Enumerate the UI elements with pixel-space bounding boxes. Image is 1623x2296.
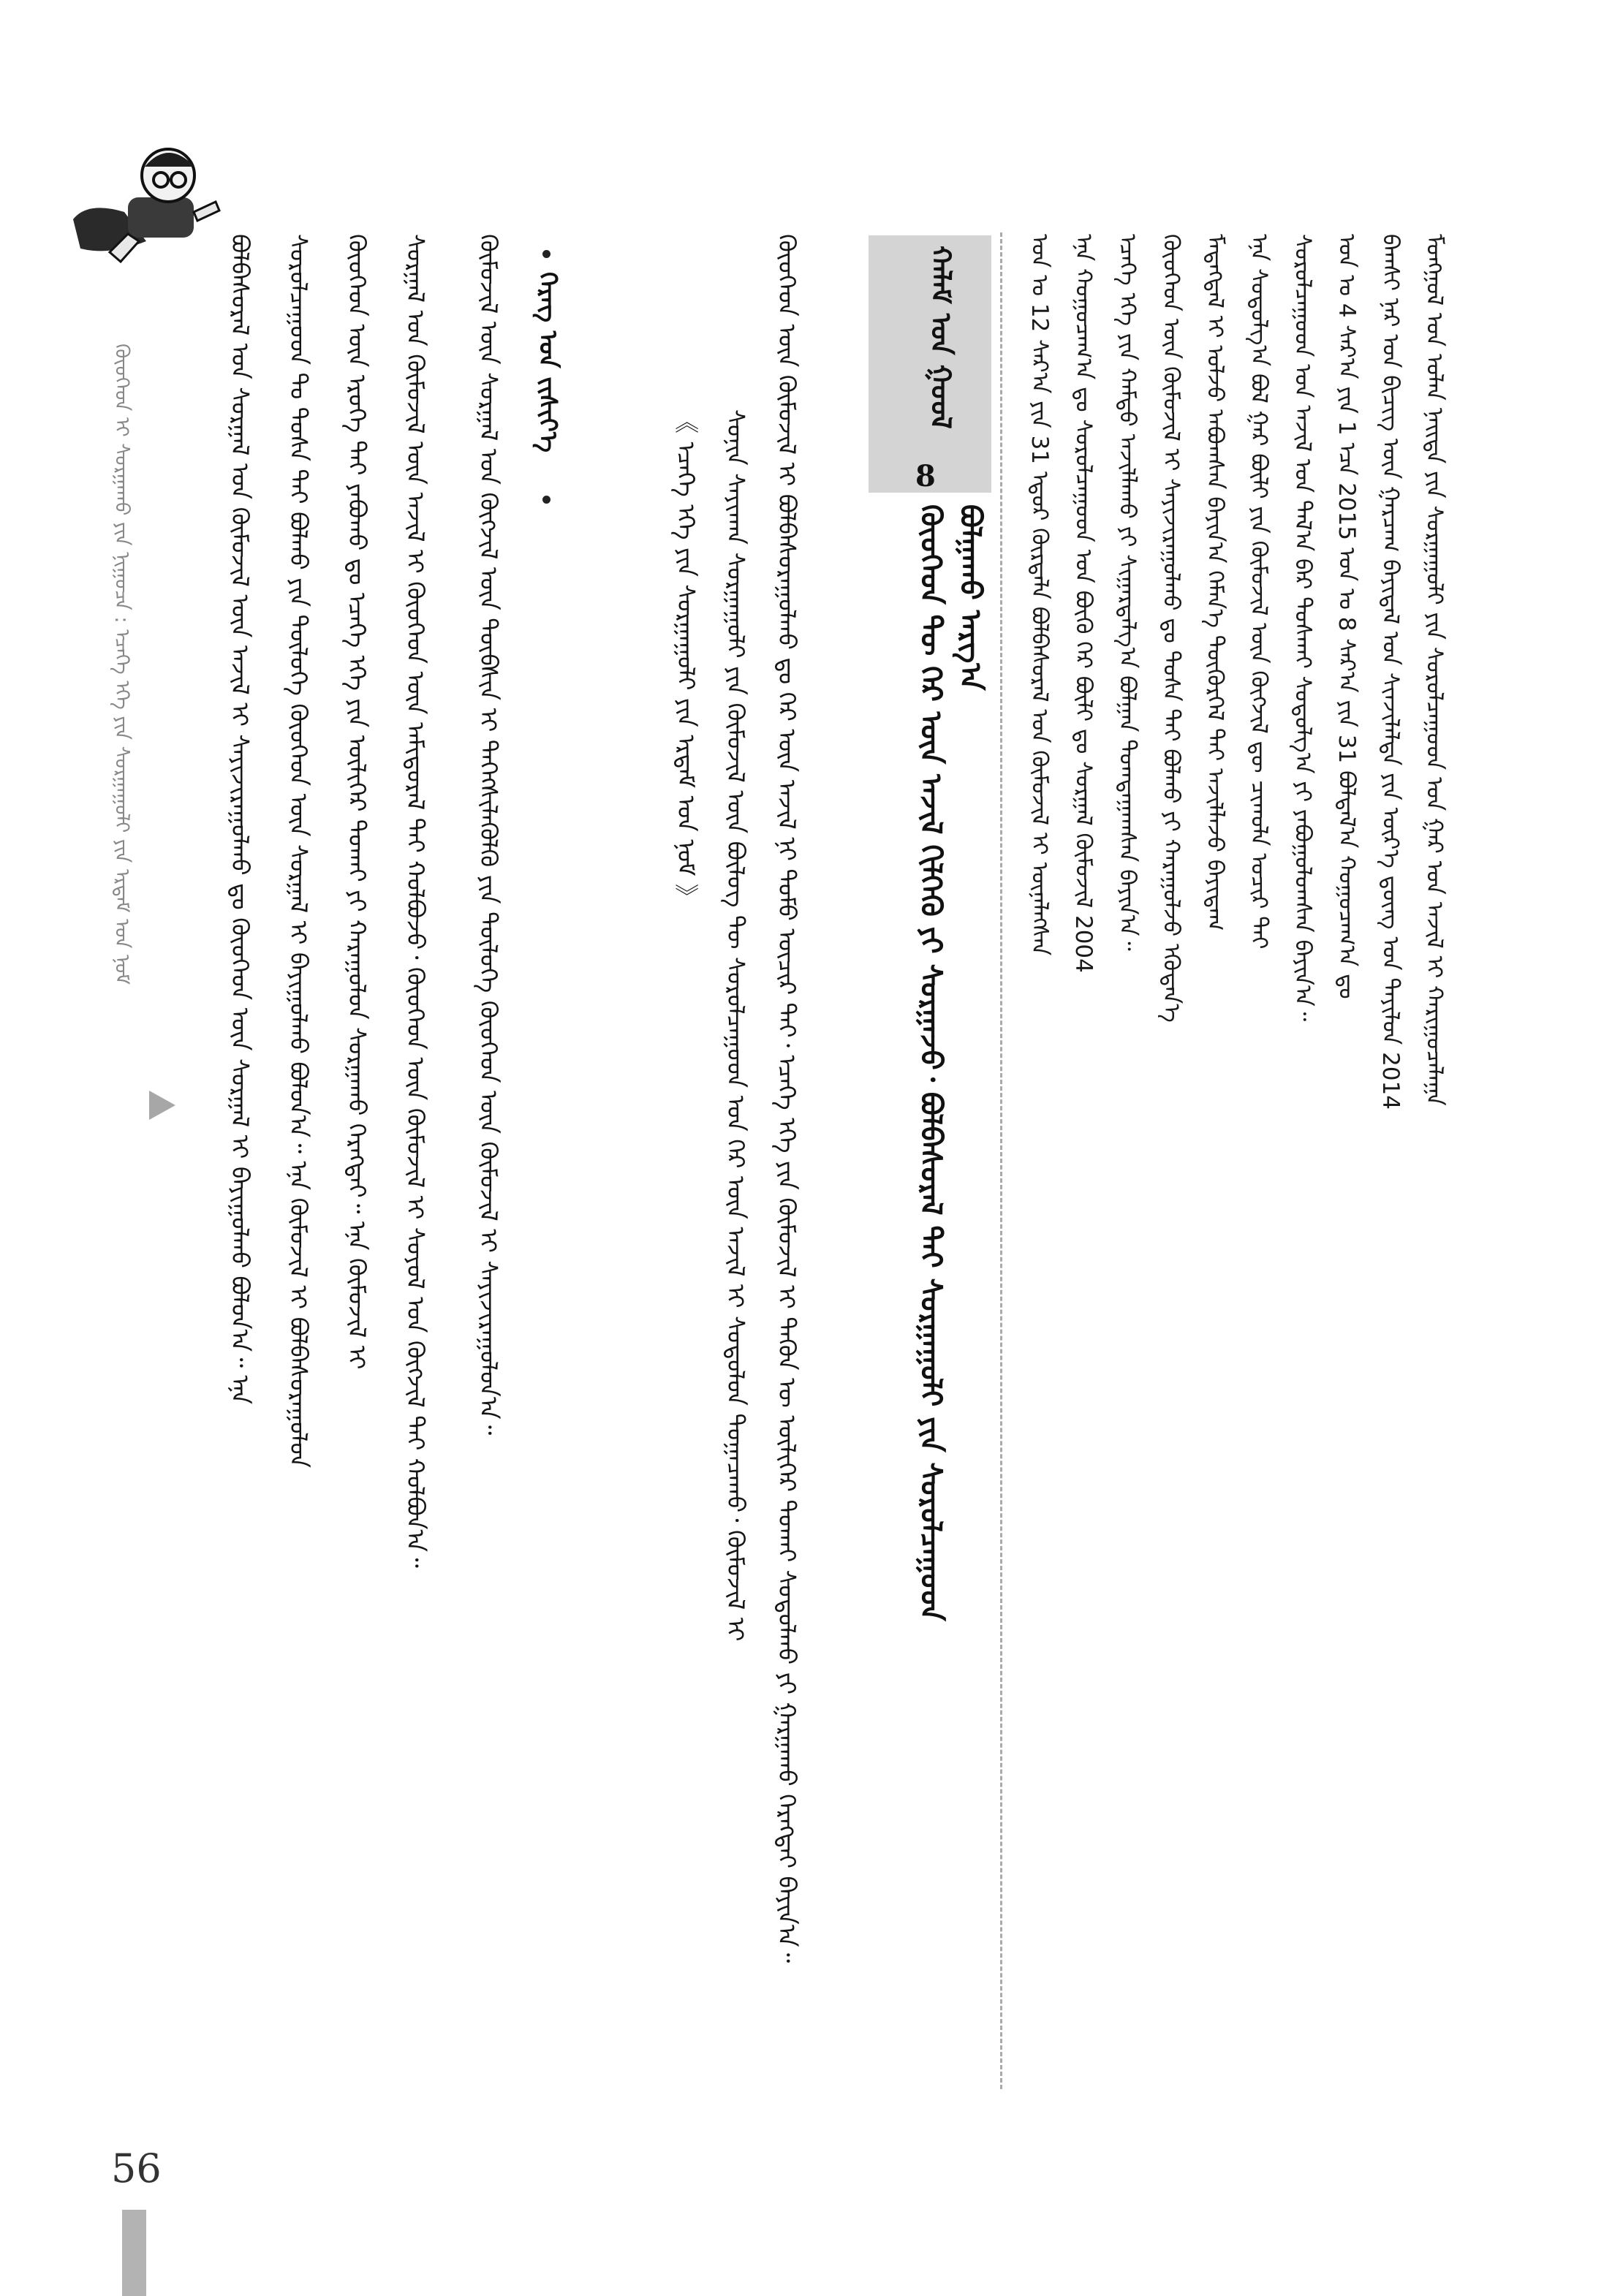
triangle-marker-icon bbox=[149, 1091, 175, 1120]
section-line-3: ᠬᠦᠦᠬᠡᠳ ᠦᠨ ᠡᠷᠦᠬᠡ ᠲᠠᠢ ᠶᠠᠪᠤᠬᠤ ᠳᠤ ᠡᠴᠡᠭᠡ ᠡᠬᠡ ᠶᠢᠨ ᠦᠯᠢᠭᠡᠷ ᠲᠤᠬᠠᠢ ᠶᠢ ᠬᠠᠷᠠᠭᠤᠯᠤᠨ ᠰᠤᠷᠭᠠᠬᠤ ᠬᠡᠷᠡᠭᠲᠡᠢ᠃ ᠡᠨᠡ ᠬᠦᠮᠦᠵᠢᠯ ᠢ bbox=[343, 234, 371, 1370]
header-title-line-2: ᠪᠣᠯᠭᠠᠬᠤ ᠠᠷᠭ᠎ᠠ bbox=[953, 504, 987, 691]
bullet-bottom bbox=[542, 496, 551, 504]
section-heading: ᠬᠡᠷᠡᠭ ᠤᠨ ᠵᠢᠱᠢᠶ᠎ᠡ bbox=[533, 272, 562, 452]
bullet-top bbox=[542, 250, 551, 258]
top-line-1: ᠮᠣᠩᠭᠣᠯ ᠤᠨ ᠣᠯᠠᠨ ᠨᠡᠢᠲᠡ ᠶᠢᠨ ᠰᠤᠷᠭᠠᠭᠤᠯᠢ ᠶᠢᠨ ᠰᠤᠷᠤᠯᠴᠠᠭᠤᠳ ᠤᠨ ᠭᠠᠷ ᠤᠨ ᠠᠵᠢᠯ ᠢ ᠬᠠᠷᠢᠭᠤᠴᠠᠯᠠᠭᠠ bbox=[1421, 234, 1448, 1106]
mascot-illustration bbox=[58, 132, 227, 278]
top-line-2: ᠪᠠᠭᠰᠢ ᠨᠠᠷ ᠤᠨ ᠪᠢᠴᠢᠭ᠌ ᠦᠨ ᠭᠠᠷᠴᠠᠭ ᠪᠠᠶᠢᠳᠠᠯ ᠤᠨ ᠰᠢᠨᠵᠢᠯᠡᠯᠲᠡ ᠶᠢᠨ ᠦᠷ᠎ᠡ ᠳ᠋ᠦᠩ ᠤᠨ ᠲᠠᠶᠢᠯᠤᠨ 2014 bbox=[1377, 234, 1404, 1110]
page-number: 56 bbox=[111, 2145, 162, 2191]
running-head: ᠬᠦᠦᠬᠡᠳ ᠢ ᠰᠤᠷᠭᠠᠬᠤ ᠶᠢᠨ ᠨᠢᠭᠤᠴᠠ : ᠡᠴᠡᠭᠡ ᠡᠬᠡ ᠶᠢᠨ ᠰᠤᠷᠭᠠᠭᠤᠯᠢ ᠶᠢᠨ ᠡᠷᠳᠡᠮ ᠤᠨ ᠨᠣᠮ bbox=[110, 344, 133, 985]
intro-line-2: ᠰᠣᠨᠢᠨ ᠰᠠᠶᠢᠬᠠᠨ ᠰᠤᠷᠭᠠᠭᠤᠯᠢ ᠶᠢᠨ ᠬᠦᠮᠦᠵᠢᠯ ᠦᠨ ᠪᠦᠯᠦᠭ ᠲᠦ ᠰᠤᠷᠤᠯᠴᠠᠭᠤᠳ ᠤᠨ ᠭᠡᠷ ᠦᠨ ᠠᠵᠢᠯ ᠢ ᠰᠤᠳᠤᠯᠤᠨ ᠲᠣᠭᠠᠴᠠᠬᠤ᠂ ᠬᠦᠮᠦᠵᠢᠯ ᠢ bbox=[722, 409, 750, 1642]
top-line-10: ᠣᠨ ᠤ 12 ᠰᠠᠷ᠎ᠠ ᠶᠢᠨ 31 ᠡᠳᠦᠷ ᠬᠦᠷᠲᠡᠯᠡ ᠪᠣᠯᠪᠠᠰᠤᠷᠠᠯ ᠤᠨ ᠬᠦᠮᠦᠵᠢᠯ ᠢ ᠦᠨᠡᠯᠡᠭᠰᠡᠨ bbox=[1026, 234, 1053, 956]
top-line-6: ᠮᠡᠳᠡᠭᠳᠡᠯ ᠢ ᠣᠯᠵᠤ ᠠᠪᠤᠭᠰᠠᠨ ᠪᠠᠶᠢᠨ᠎ᠠ ᠬᠡᠮᠡᠨ᠎ᠡ ᠳᠦᠭᠦᠷᠭᠡᠯ ᠲᠠᠢ ᠠᠵᠢᠯᠯᠠᠵᠤ ᠪᠠᠶᠢᠳᠠᠭ bbox=[1202, 234, 1228, 931]
top-line-7: ᠬᠦᠦᠬᠡᠳ ᠦᠨ ᠬᠦᠮᠦᠵᠢᠯ ᠢ ᠰᠠᠶᠢᠵᠢᠷᠠᠭᠤᠯᠬᠤ ᠳᠤ ᠲᠤᠰᠠ ᠲᠠᠢ ᠪᠣᠯᠬᠤ ᠶᠢ ᠬᠠᠷᠠᠭᠤᠯᠵᠤ ᠡᠭᠦᠳᠡᠨ᠎ᠡ bbox=[1158, 234, 1184, 1023]
intro-line-1: ᠬᠦᠦᠬᠡᠳ ᠦᠨ ᠬᠦᠮᠦᠵᠢᠯ ᠢ ᠪᠣᠯᠪᠠᠰᠤᠷᠠᠭᠤᠯᠬᠤ ᠳᠤ ᠭᠡᠷ ᠦᠨ ᠠᠵᠢᠯ ᠨᠢ ᠲᠣᠮᠤ ᠦᠴᠢᠷ ᠲᠠᠢ᠂ ᠡᠴᠡᠭᠡ ᠡᠬᠡ ᠶᠢᠨ ᠬᠦᠮᠦᠵᠢᠯ ᠢ ᠲᠡᠬᠦᠨ ᠦ ᠦᠯᠢᠭᠡᠷ ᠲᠤᠬᠠᠢ ᠰᠤᠳᠤᠯᠬᠤ ᠶᠢ ᠭᠠᠷᠭᠠᠬᠤ ᠬᠡᠷᠡᠭᠲᠡᠢ ᠪᠠᠶᠢᠨ᠎ᠠ᠃ bbox=[773, 234, 801, 1963]
top-line-3: ᠣᠨ ᠤ 4 ᠰᠠᠷ᠎ᠠ ᠶᠢᠨ 1 ᠡᠴᠡ 2015 ᠣᠨ ᠤ 8 ᠰᠠᠷ᠎ᠠ ᠶᠢᠨ 31 ᠪᠣᠯᠲᠠᠯ᠎ᠠ ᠬᠤᠭᠤᠴᠠᠭ᠎ᠠ ᠳᠤ bbox=[1333, 234, 1360, 999]
intro-quote: 《 ᠡᠴᠡᠭᠡ ᠡᠬᠡ ᠶᠢᠨ ᠰᠤᠷᠭᠠᠭᠤᠯᠢ ᠶᠢᠨ ᠡᠷᠳᠡᠮ ᠤᠨ ᠨᠣᠮ 》 bbox=[672, 409, 700, 909]
header-box-title: ᠬᠠᠯᠠᠮ ᠤᠨ ᠭᠣᠣᠯ bbox=[925, 246, 957, 429]
page-tab-bar bbox=[122, 2210, 146, 2296]
header-number: 8 bbox=[915, 459, 936, 493]
section-line-1: ᠬᠦᠮᠦᠵᠢᠯ ᠦᠨ ᠰᠤᠷᠭᠠᠯ ᠤᠨ ᠬᠥᠭᠵᠢᠯ ᠦᠨ ᠲᠦᠪᠰᠢᠨ ᠢ ᠳᠡᠭᠡᠭᠰᠢᠯᠡᠭᠦᠯᠬᠦ ᠶᠢᠨ ᠲᠥᠯᠥᠭᠡ ᠬᠦᠦᠬᠡᠳ ᠦᠨ ᠬᠥᠮᠦᠵᠢᠯ ᠢ ᠰᠠᠶᠢᠵᠢᠷᠠᠭᠤᠯᠤᠨ᠎ᠠ᠃ bbox=[474, 234, 503, 1436]
section-line-4: ᠰᠤᠷᠤᠯᠴᠠᠭᠤᠳ ᠲᠤ ᠲᠤᠰᠠ ᠲᠠᠢ ᠪᠣᠯᠬᠤ ᠶᠢᠨ ᠲᠥᠯᠥᠭᠡ ᠬᠦᠦᠬᠡᠳ ᠦᠨ ᠰᠤᠷᠭᠠᠯ ᠢ ᠪᠠᠶᠢᠭᠤᠯᠬᠤ ᠪᠣᠯᠤᠨ᠎ᠠ᠃ ᠡᠨᠡ ᠬᠦᠮᠦᠵᠢᠯ ᠢ ᠪᠣᠯᠪᠠᠰᠤᠷᠠᠭᠤᠯᠤᠨ bbox=[284, 234, 313, 1469]
top-line-5: ᠡᠨᠡ ᠰᠤᠳᠤᠯᠭ᠎ᠠ ᠪᠣᠯ ᠭᠠᠷ ᠪᠦᠯᠢ ᠶᠢᠨ ᠬᠦᠮᠦᠵᠢᠯ ᠦᠨ ᠬᠥᠭᠵᠢᠯ ᠳᠦ ᠴᠢᠬᠤᠯᠠ ᠤᠴᠢᠷ ᠲᠠᠢ bbox=[1246, 234, 1272, 950]
section-line-5: ᠪᠣᠯᠪᠠᠰᠤᠷᠠᠯ ᠤᠨ ᠰᠤᠷᠭᠠᠯ ᠤᠨ ᠬᠦᠮᠦᠵᠢᠯ ᠦᠨ ᠠᠵᠢᠯ ᠢ ᠰᠠᠶᠢᠵᠢᠷᠠᠭᠤᠯᠬᠤ ᠳᠤ ᠬᠦᠦᠬᠡᠳ ᠦᠨ ᠰᠤᠷᠭᠠᠯ ᠢ ᠪᠠᠶᠢᠭᠤᠯᠬᠤ ᠪᠣᠯᠤᠨ᠎ᠠ᠃ ᠡᠨᠡ bbox=[226, 234, 254, 1405]
top-line-8: ᠡᠴᠡᠭᠡ ᠡᠬᠡ ᠶᠢᠨ ᠬᠠᠮᠲᠤ ᠠᠵᠢᠯᠯᠠᠬᠤ ᠶᠢ ᠰᠢᠭᠠᠷᠳᠠᠯᠭ᠎ᠠ ᠪᠣᠯᠭᠠᠨ ᠲᠣᠭᠲᠠᠭᠠᠭᠰᠠᠨ ᠪᠠᠶᠢᠨ᠎ᠠ᠃ bbox=[1114, 234, 1140, 951]
top-line-9: ᠡᠨᠡ ᠬᠤᠭᠤᠴᠠᠭ᠎ᠠ ᠳᠤ ᠰᠤᠷᠤᠯᠴᠠᠭᠤᠳ ᠤᠨ ᠪᠦᠬᠦ ᠭᠡᠷ ᠪᠦᠯᠢ ᠳᠤ ᠰᠤᠷᠭᠠᠯ ᠬᠥᠮᠦᠵᠢᠯ 2004 bbox=[1070, 234, 1097, 973]
top-line-4: ᠰᠤᠷᠤᠯᠴᠠᠭᠤᠳ ᠤᠨ ᠠᠵᠢᠯ ᠤᠨ ᠲᠠᠯ᠎ᠠ ᠪᠠᠷ ᠲᠤᠰᠬᠠᠢ ᠰᠤᠳᠤᠯᠭ᠎ᠠ ᠶᠢ ᠶᠠᠪᠤᠭᠤᠯᠤᠭᠰᠠᠨ ᠪᠠᠶᠢᠨ᠎ᠠ᠃ bbox=[1290, 234, 1316, 1022]
header-title-line-1: ᠬᠦᠦᠬᠡᠳ ᠲᠦ ᠭᠡᠷ ᠦᠨ ᠠᠵᠢᠯ ᠬᠢᠯᠭᠡᠬᠦ ᠶᠢ ᠰᠤᠷᠭᠠᠵᠤ᠂ ᠪᠣᠯᠪᠠᠰᠤᠷᠠᠯ ᠲᠠᠢ ᠰᠤᠷᠭᠠᠭᠤᠯᠢ ᠶᠢᠨ ᠰᠤᠷᠤᠯᠴᠠᠭᠤᠳ bbox=[914, 504, 947, 1621]
section-line-2: ᠰᠤᠷᠭᠠᠯ ᠤᠨ ᠬᠦᠮᠦᠵᠢᠯ ᠦᠨ ᠠᠵᠢᠯ ᠢ ᠬᠦᠦᠬᠡᠳ ᠦᠨ ᠠᠮᠢᠳᠤᠷᠠᠯ ᠲᠠᠢ ᠬᠣᠯᠪᠤᠵᠤ᠂ ᠬᠦᠦᠬᠡᠳ ᠦᠨ ᠬᠦᠮᠦᠵᠢᠯ ᠢ ᠰᠣᠶᠣᠯ ᠤᠨ ᠬᠥᠭᠵᠢᠯ ᠲᠡᠢ ᠬᠣᠯᠪᠤᠨ᠎ᠠ᠃ bbox=[401, 234, 430, 1568]
